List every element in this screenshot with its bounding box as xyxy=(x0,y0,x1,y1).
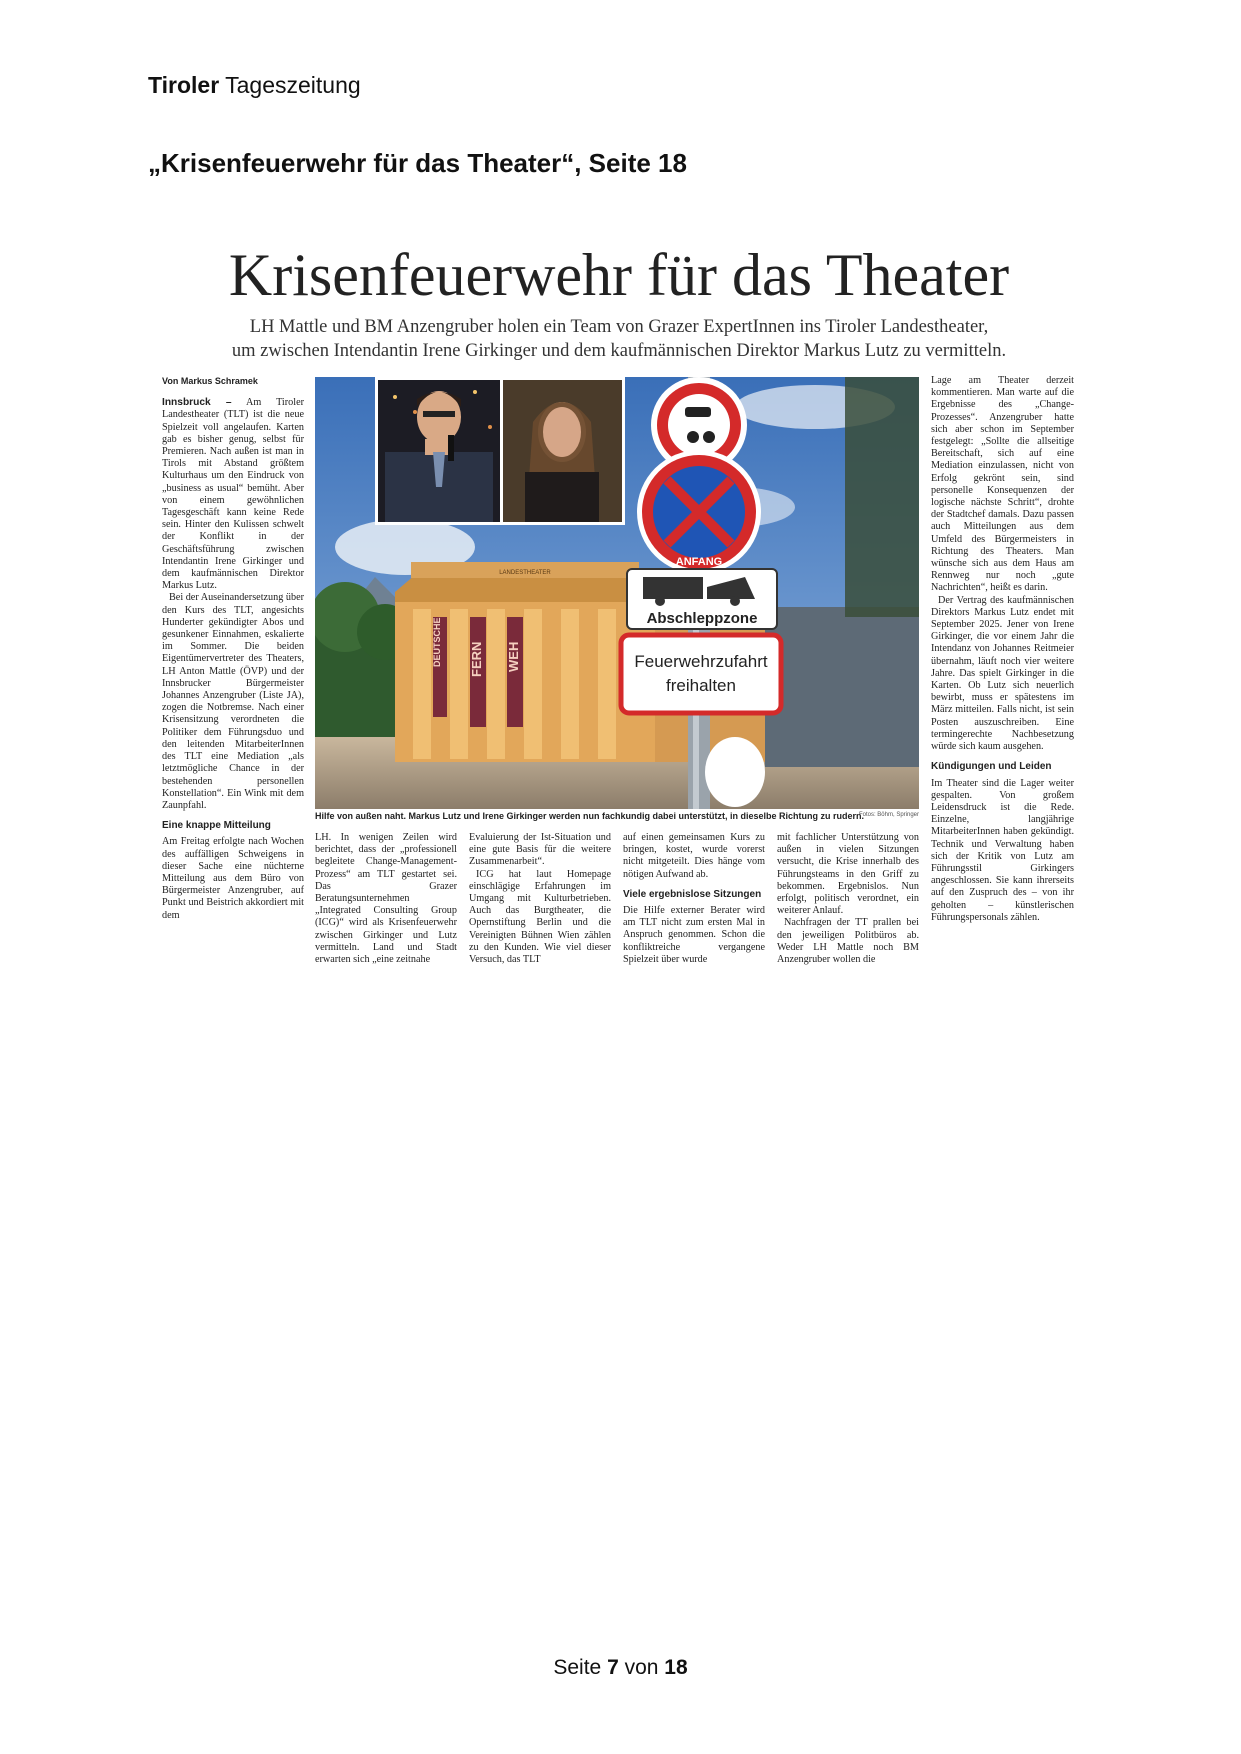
article-subheadline xyxy=(160,315,1078,363)
paragraph: mit fachlicher Unterstützung von außen in vielen Sitzungen versucht, die Krise innerhalb des Führungsteams in den Griff zu bekommen. Ergebnislos. Nun erfolgt, politisch verordnet, ein weiterer Anlauf. xyxy=(777,832,919,917)
photo-caption xyxy=(315,811,919,821)
subheadline-line-1: LH Mattle und BM Anzengruber holen ein Team von Grazer ExpertInnen ins Tiroler Landestheater, xyxy=(249,317,989,337)
byline: Von Markus Schramek xyxy=(162,376,258,386)
source-name-rest: Tageszeitung xyxy=(219,72,361,98)
paragraph: Am Freitag erfolgte nach Wochen des auffälligen Schweigens in dieser Sache eine nüchterne Mitteilung aus dem Büro von Bürgermeister Anzengruber, auf Punkt und Beistrich akkordiert mit dem xyxy=(162,836,304,921)
subheadline-line-2: um zwischen Intendantin Irene Girkinger und dem kaufmännischen Direktor Markus Lutz zu vermitteln. xyxy=(231,341,1007,361)
article-column-3 xyxy=(469,832,611,975)
sign-fire-line-2: freihalten xyxy=(666,676,736,695)
dateline: Innsbruck – xyxy=(162,397,232,409)
article-column-5 xyxy=(777,832,919,975)
section-subhead: Kündigungen und Leiden xyxy=(931,761,1052,773)
article-column-6 xyxy=(931,375,1074,975)
banner-3-text: WEH xyxy=(506,641,521,672)
paragraph: Evaluierung der Ist-Situation und eine gute Basis für die weitere Zusammenarbeit“. xyxy=(469,832,611,868)
total-pages: 18 xyxy=(664,1656,688,1679)
photo-credit: Fotos: Böhm, Springer xyxy=(858,812,919,818)
clip-title: „Krisenfeuerwehr für das Theater“, Seite 18 xyxy=(148,148,687,178)
banner-2-text: FERN xyxy=(469,641,484,677)
section-subhead: Viele ergebnislose Sitzungen xyxy=(623,888,762,900)
paragraph: Lage am Theater derzeit kommentieren. Man warte auf die Ergebnisse des „Change-Prozesses“. Anzengruber hatte sich aber schon im September festgelegt: „Sollte die allseitige Bereitschaft, sich auf eine Mediation einzulassen, nicht von Erfolg gekrönt sein, sind personelle Konsequenzen der logische nächste Schritt“, drohte der Stadtchef damals. Dazu passen auch Mitteilungen aus dem Umfeld des Bürgermeisters in Richtung des Theaters. Man wünsche sich aus dem Haus am Rennweg nur noch „gute Nachrichten“, heißt es darin. xyxy=(931,375,1074,594)
sign-anfang-text: ANFANG xyxy=(675,556,723,568)
paragraph: Die Hilfe externer Berater wird am TLT nicht zum ersten Mal in Anspruch genommen. Schon die konfliktreiche vergangene Spielzeit über wurde xyxy=(623,905,765,965)
source-name-bold: Tiroler xyxy=(148,72,220,98)
paragraph: auf einen gemeinsamen Kurs zu bringen, kostet, wurde vorerst nicht mitgeteilt. Dies hänge vom nötigen Aufwand ab. xyxy=(623,832,765,880)
current-page: 7 xyxy=(607,1656,619,1679)
paragraph: ICG hat laut Homepage einschlägige Erfahrungen im Umgang mit Kulturbetrieben. Auch das Burgtheater, die Opernstiftung Berlin und die Vereinigten Bühnen Wien zählen zu den Kunden. Wie viel dieser Versuch, das TLT xyxy=(469,868,611,966)
paragraph: Nachfragen der TT prallen bei den jeweiligen Politbüros ab. Weder LH Mattle noch BM Anzengruber wollen die xyxy=(777,917,919,966)
article-column-1 xyxy=(162,375,304,975)
sign-fire-line-1: Feuerwehrzufahrt xyxy=(634,652,768,671)
paragraph-text: Am Tiroler Landestheater (TLT) ist die neue Spielzeit voll angelaufen. Karten gab es bisher genug, selbst für Premieren. Nach außen ist man in Tirols mit Abstand größtem Kulturhaus um den Eindruck von „business as usual“ bemüht. Aber von einem gewöhnlichen Tagesgeschäft kann keine Rede sein. Hinter den Kulissen schwelt der Konflikt in der Geschäftsführung zwischen Intendantin Irene Girkinger und dem kaufmännischen Direktor Markus Lutz. xyxy=(162,397,304,592)
newspaper-clipping xyxy=(160,235,1078,975)
page-mid: von xyxy=(618,1656,665,1679)
sign-tow-text: Abschleppzone xyxy=(646,610,758,627)
source-publication xyxy=(148,72,361,99)
article-headline: Krisenfeuerwehr für das Theater xyxy=(228,242,1010,308)
caption-text: Hilfe von außen naht. Markus Lutz und Irene Girkinger werden nun fachkundig dabei unterstützt, in dieselbe Richtung zu rudern. xyxy=(315,811,865,821)
banner-1-text: DEUTSCHE xyxy=(432,617,442,667)
page-number xyxy=(0,1656,1241,1680)
section-subhead: Eine knappe Mitteilung xyxy=(162,820,271,832)
paragraph: Im Theater sind die Lager weiter gespalten. Von großem Leidensdruck ist die Rede. Einzelne, langjährige MitarbeiterInnen haben gekündigt. Technik und Verwaltung haben sich der Kritik von Lutz am Führungsstil Girkingers angeschlossen. Sie kann ihrerseits auf den Zuspruch des – von ihr geholten – künstlerischen Führungspersonals zählen. xyxy=(931,777,1074,923)
article-column-2 xyxy=(315,832,457,975)
paragraph: Bei der Auseinandersetzung über den Kurs des TLT, angesichts Hunderter gekündigter Abos und gesunkener Einnahmen, eskalierte im Sommer. Die beiden Eigentümervertreter des Theaters, LH Anton Mattle (ÖVP) und der Innsbrucker Bürgermeister Johannes Anzengruber (Liste JA), zogen die Notbremse. Nach einer Krisensitzung verordneten die Politiker dem Führungsduo und den leitenden MitarbeiterInnen des TLT eine Mediation „als letztmögliche Chance in der bestehenden personellen Konstellation“. Ein Wink mit dem Zaunpfahl. xyxy=(162,592,304,811)
article-photo xyxy=(315,377,919,809)
paragraph: LH. In wenigen Zeilen wird berichtet, dass der „professionell begleitete Change-Management-Prozess“ am TLT gestartet sei. Das Grazer Beratungsunternehmen „Integrated Consulting Group (ICG)“ wird als Krisenfeuerwehr zwischen Girkinger und Lutz vermitteln. Land und Stadt erwarten sich „eine zeitnahe xyxy=(315,832,457,966)
paragraph xyxy=(162,397,304,592)
paragraph: Der Vertrag des kaufmännischen Direktors Markus Lutz endet mit September 2025. Jener von Irene Girkinger, die vor einem Jahr die Intendanz von Johannes Reitmeier übernahm, läuft noch vier weitere Jahre. Das spielt Girkinger in die Karten. Ob Lutz sich neuerlich bewirbt, muss er spätestens im März mitteilen. Falls nicht, ist sein Posten auszuschreiben. Eine termingerechte Nachbesetzung würde sich kaum ausgehen. xyxy=(931,594,1074,753)
photo-illustration xyxy=(315,377,919,809)
building-label: LANDESTHEATER xyxy=(499,570,551,576)
article-column-4 xyxy=(623,832,765,975)
page-prefix: Seite xyxy=(553,1656,608,1679)
